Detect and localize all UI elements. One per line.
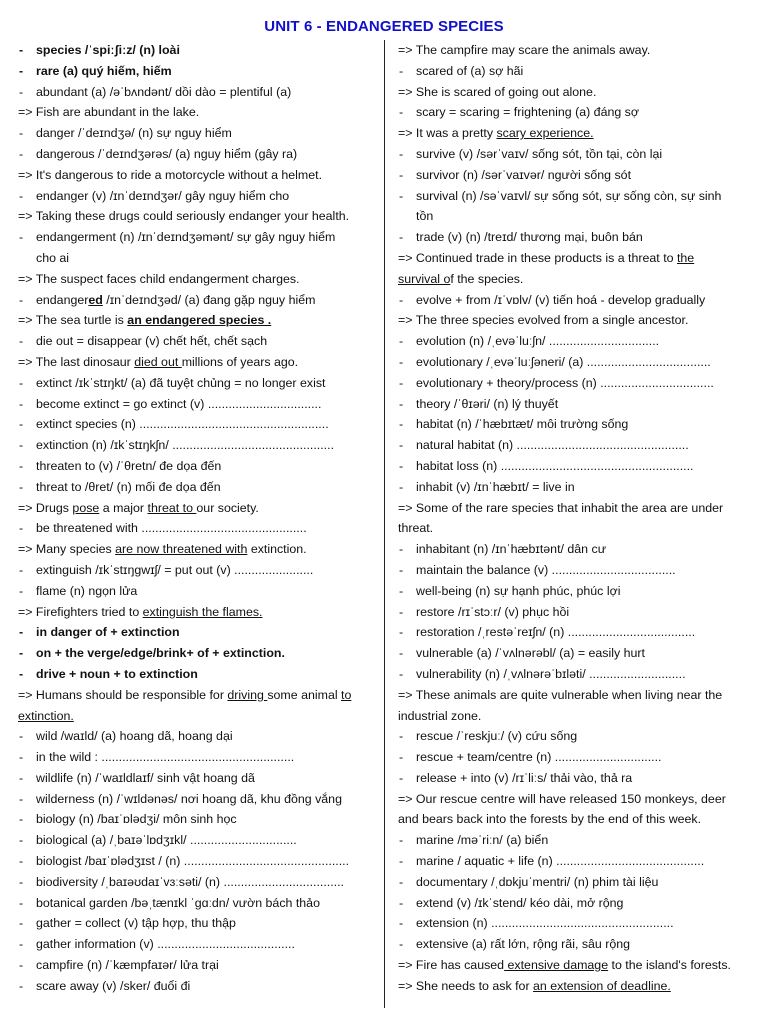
example-line: threat. — [398, 521, 434, 536]
vocab-entry: - drive + noun + to extinction — [18, 664, 374, 685]
column-divider — [384, 40, 385, 1008]
vocab-entry: - well-being (n) sự hạnh phúc, phúc lợi — [398, 581, 748, 602]
vocab-entry: - restoration /ˌrestəˈreɪʃn/ (n) ..................................... — [398, 622, 748, 643]
vocab-entry: - natural habitat (n) .................................................. — [398, 435, 748, 456]
example-line: => The campfire may scare the animals away. — [398, 43, 651, 57]
vocab-entry: - extend (v) /ɪkˈstend/ kéo dài, mở rộng — [398, 893, 748, 914]
vocab-entry: - maintain the balance (v) .................................... — [398, 560, 748, 581]
example-line: industrial zone. — [398, 708, 482, 723]
text-segment: extinguish the flames. — [142, 604, 263, 619]
example-line — [18, 685, 374, 706]
text-segment: /ɪnˈdeɪndʒəd/ (a) đang gặp nguy hiểm — [102, 292, 316, 307]
vocab-entry: - extinct species (n) ....................................................... — [18, 414, 374, 435]
example-line — [398, 955, 748, 976]
text-segment: an endangered species . — [127, 313, 272, 328]
vocab-entry: - botanical garden /bəˌtænɪkl ˈgɑːdn/ vườn bách thảo — [18, 893, 374, 914]
vocab-entry: - marine / aquatic + life (n) ........................................... — [398, 851, 748, 872]
example-line: => Our rescue centre will have released 150 monkeys, deer — [398, 791, 726, 806]
vocab-entry: - extensive (a) rất lớn, rộng rãi, sâu rộng — [398, 934, 748, 955]
vocab-entry: - survive (v) /sərˈvaɪv/ sống sót, tồn tại, còn lại — [398, 144, 748, 165]
vocab-entry: - vulnerability (n) /ˌvʌlnərəˈbɪləti/ ............................ — [398, 664, 748, 685]
text-segment: => It was a pretty — [398, 126, 497, 141]
text-segment: => The sea turtle is — [18, 313, 128, 328]
vocab-entry: - endangerment (n) /ɪnˈdeɪndʒəmənt/ sự gây nguy hiểm — [18, 227, 374, 248]
vocab-entry: - extinguish /ɪkˈstɪŋgwɪʃ/ = put out (v) ....................... — [18, 560, 374, 581]
text-segment: extinction. — [18, 708, 74, 723]
text-segment: threat to — [147, 500, 197, 515]
vocab-entry: - survival (n) /səˈvaɪvl/ sự sống sót, sự sống còn, sự sinh — [398, 186, 748, 207]
vocab-entry: - become extinct = go extinct (v) ................................. — [18, 394, 374, 415]
example-line: => It's dangerous to ride a motorcycle without a helmet. — [18, 167, 323, 182]
vocab-entry: - vulnerable (a) /ˈvʌlnərəbl/ (a) = easily hurt — [398, 643, 748, 664]
text-segment: to — [341, 687, 352, 702]
right-column — [398, 40, 748, 997]
vocab-entry: - extension (n) ..................................................... — [398, 913, 748, 934]
vocab-entry: - release + into (v) /rɪˈliːs/ thải vào, thả ra — [398, 768, 748, 789]
vocab-entry: - evolve + from /ɪˈvɒlv/ (v) tiến hoá - develop gradually — [398, 290, 748, 311]
example-line: => She is scared of going out alone. — [398, 84, 597, 99]
vocab-entry: - evolution (n) /ˌevəˈluːʃn/ ................................ — [398, 331, 748, 352]
vocab-entry: - gather information (v) ........................................ — [18, 934, 374, 955]
example-line — [18, 310, 374, 331]
example-line — [18, 539, 374, 560]
text-segment: are now threatened with — [115, 542, 248, 557]
vocab-entry: - threat to /θret/ (n) mối đe dọa đến — [18, 477, 374, 498]
vocab-entry: - be threatened with ................................................ — [18, 518, 374, 539]
text-segment: => Many species — [18, 542, 116, 557]
vocab-entry: - restore /rɪˈstɔːr/ (v) phục hồi — [398, 602, 748, 623]
example-line — [398, 269, 748, 290]
vocab-entry: - die out = disappear (v) chết hết, chết sạch — [18, 331, 374, 352]
example-line — [18, 706, 374, 727]
text-segment: f the species. — [450, 271, 524, 286]
vocab-entry: - on + the verge/edge/brink+ of + extinction. — [18, 643, 374, 664]
text-segment: our society. — [196, 500, 259, 515]
example-line — [18, 498, 374, 519]
vocab-entry: - scare away (v) /sker/ đuổi đi — [18, 976, 374, 997]
vocab-entry: - scary = scaring = frightening (a) đáng sợ — [398, 102, 748, 123]
page-title: UNIT 6 - ENDANGERED SPECIES — [264, 18, 504, 35]
vocab-entry: - scared of (a) sợ hãi — [398, 61, 748, 82]
example-line: => These animals are quite vulnerable when living near the — [398, 687, 723, 702]
vocab-entry: - danger /ˈdeɪndʒə/ (n) sự nguy hiểm — [18, 123, 374, 144]
example-line: => The suspect faces child endangerment charges. — [18, 271, 300, 286]
vocab-entry: - documentary /ˌdɒkjuˈmentri/ (n) phim tài liệu — [398, 872, 748, 893]
vocab-entry: - biology (n) /baɪˈɒlədʒi/ môn sinh học — [18, 809, 374, 830]
continuation-line: tồn — [416, 209, 434, 224]
vocab-entry: - species /ˈspiːʃiːz/ (n) loài — [18, 40, 374, 61]
vocab-entry — [18, 290, 374, 311]
vocab-entry: - habitat (n) /ˈhæbɪtæt/ môi trường sống — [398, 414, 748, 435]
vocab-entry: - inhabitant (n) /ɪnˈhæbɪtənt/ dân cư — [398, 539, 748, 560]
continuation-line: cho ai — [36, 250, 70, 265]
vocab-entry: - dangerous /ˈdeɪndʒərəs/ (a) nguy hiểm (gây ra) — [18, 144, 374, 165]
text-segment: died out — [134, 354, 182, 369]
text-segment: => She needs to ask for — [398, 978, 534, 993]
text-segment: pose — [72, 500, 100, 515]
vocab-entry: - habitat loss (n) ........................................................ — [398, 456, 748, 477]
vocab-entry: - in danger of + extinction — [18, 622, 374, 643]
example-line: and bears back into the forests by the end of this week. — [398, 812, 702, 827]
vocab-entry: - biologist /baɪˈɒlədʒɪst / (n) ................................................ — [18, 851, 374, 872]
vocab-entry: - wildlife (n) /ˈwaɪldlaɪf/ sinh vật hoang dã — [18, 768, 374, 789]
vocab-entry: - extinction (n) /ɪkˈstɪŋkʃn/ ............................................... — [18, 435, 374, 456]
vocab-entry: - trade (v) (n) /treɪd/ thương mại, buôn bán — [398, 227, 748, 248]
vocab-entry: - biological (a) /ˌbaɪəˈlɒdʒɪkl/ ............................... — [18, 830, 374, 851]
text-segment: => Fire has caused — [398, 958, 505, 973]
example-line — [18, 602, 374, 623]
vocab-entry: - endanger (v) /ɪnˈdeɪndʒər/ gây nguy hiểm cho — [18, 186, 374, 207]
text-segment: scary experience. — [496, 126, 594, 141]
text-segment: an extension of deadline. — [533, 978, 671, 993]
example-line — [398, 976, 748, 997]
vocab-entry: - inhabit (v) /ɪnˈhæbɪt/ = live in — [398, 477, 748, 498]
vocab-entry: - biodiversity /ˌbaɪəʊdaɪˈvɜːsəti/ (n) ................................... — [18, 872, 374, 893]
example-line: => Taking these drugs could seriously endanger your health. — [18, 209, 350, 224]
text-segment: a major — [99, 500, 148, 515]
text-segment: => Firefighters tried to — [18, 604, 143, 619]
vocab-entry: - rare (a) quý hiếm, hiếm — [18, 61, 374, 82]
vocab-entry: - evolutionary /ˌevəˈluːʃəneri/ (a) .................................... — [398, 352, 748, 373]
vocab-entry: - flame (n) ngọn lửa — [18, 581, 374, 602]
text-segment: => Drugs — [18, 500, 73, 515]
vocab-entry: - abundant (a) /əˈbʌndənt/ dồi dào = plentiful (a) — [18, 82, 374, 103]
text-segment: survival o — [398, 271, 451, 286]
text-segment: driving — [227, 687, 268, 702]
vocab-entry: - gather = collect (v) tập hợp, thu thập — [18, 913, 374, 934]
example-line: => The three species evolved from a single ancestor. — [398, 313, 689, 328]
vocab-entry: - wild /waɪld/ (a) hoang dã, hoang dại — [18, 726, 374, 747]
vocab-entry: - campfire (n) /ˈkæmpfaɪər/ lửa trại — [18, 955, 374, 976]
example-line: => Fish are abundant in the lake. — [18, 105, 200, 120]
example-line: => Some of the rare species that inhabit the area are under — [398, 500, 724, 515]
vocab-entry: - theory /ˈθɪəri/ (n) lý thuyết — [398, 394, 748, 415]
text-segment: => Humans should be responsible for — [18, 687, 228, 702]
text-segment: endanger — [36, 292, 89, 307]
vocab-entry: - wilderness (n) /ˈwɪldənəs/ nơi hoang dã, khu đồng vắng — [18, 789, 374, 810]
vocab-entry: - marine /məˈriːn/ (a) biển — [398, 830, 748, 851]
vocab-entry: - rescue /ˈreskjuː/ (v) cứu sống — [398, 726, 748, 747]
text-segment: millions of years ago. — [181, 354, 299, 369]
text-segment: => The last dinosaur — [18, 354, 135, 369]
vocab-entry: - extinct /ɪkˈstɪŋkt/ (a) đã tuyệt chủng = no longer exist — [18, 373, 374, 394]
example-line — [398, 248, 748, 269]
vocab-entry: - survivor (n) /sərˈvaɪvər/ người sống sót — [398, 165, 748, 186]
vocab-entry: - threaten to (v) /ˈθretn/ đe dọa đến — [18, 456, 374, 477]
text-segment: some animal — [267, 687, 342, 702]
text-segment: => Continued trade in these products is a threat to — [398, 250, 677, 265]
text-segment: extensive damage — [504, 958, 609, 973]
example-line — [398, 123, 748, 144]
left-column — [18, 40, 374, 997]
text-segment: to the island's forests. — [608, 958, 731, 973]
vocab-entry: - rescue + team/centre (n) ............................... — [398, 747, 748, 768]
text-segment: the — [676, 250, 695, 265]
example-line — [18, 352, 374, 373]
text-segment: extinction. — [247, 542, 307, 557]
vocab-entry: - in the wild : ........................................................ — [18, 747, 374, 768]
text-segment: ed — [88, 292, 103, 307]
vocab-entry: - evolutionary + theory/process (n) ................................. — [398, 373, 748, 394]
